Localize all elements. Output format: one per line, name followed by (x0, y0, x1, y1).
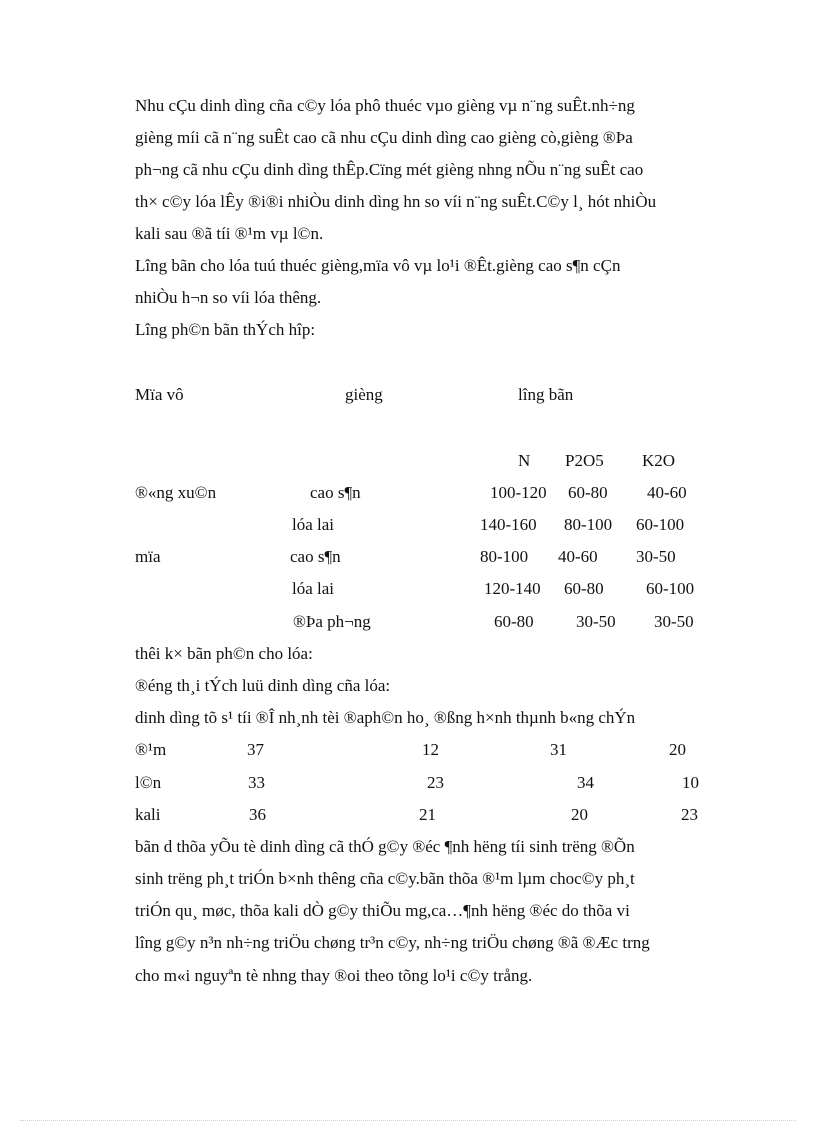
table-cell-value: 31 (550, 740, 567, 759)
table-cell-nutrient: l©n (135, 773, 162, 792)
table-header-amount: lîng bãn (518, 385, 574, 404)
text-line: ph¬ng cã nhu cÇu dinh dìng thÊp.Cïng mét gièng nhng nÕu n¨ng suÊt cao (135, 160, 644, 179)
text-line: Lîng bãn cho lóa tuú thuéc gièng,mïa vô vµ lo¹i ®Êt.gièng cao s¶n cÇn (135, 256, 621, 275)
table-cell-value: 36 (249, 805, 266, 824)
table-cell-value: 23 (427, 773, 444, 792)
table-cell-k2o: 30-50 (654, 612, 694, 631)
table-cell-k2o: 60-100 (646, 579, 695, 598)
text-line: triÓn qu¸ møc, thõa kali dÒ g©y thiÕu mg,ca…¶nh hëng ®éc do thõa vi (135, 901, 630, 920)
section-title-timing: thêi k× bãn ph©n cho lóa: (135, 644, 313, 663)
table-cell-n: 60-80 (494, 612, 534, 631)
table-subheader-n: N (518, 451, 531, 470)
text-line: th× c©y lóa lÊy ®i®i nhiÒu dinh dìng hn so víi n¨ng suÊt.C©y l¸ hót nhiÒu (135, 192, 657, 211)
text-line: Lîng ph©n bãn thÝch hîp: (135, 320, 316, 339)
text-line: Nhu cÇu dinh dìng cña c©y lóa phô thuéc vµo gièng vµ n¨ng suÊt.nh÷ng (135, 96, 635, 115)
table-cell-k2o: 60-100 (636, 515, 685, 534)
table-cell-k2o: 40-60 (647, 483, 687, 502)
table-cell-nutrient: ®¹m (135, 740, 167, 759)
table-cell-value: 20 (669, 740, 686, 759)
table-cell-p2o5: 80-100 (564, 515, 613, 534)
text-line: cho m«i nguyªn tè nhng thay ®oi theo tõng lo¹i c©y trång. (135, 966, 533, 985)
table-cell-value: 23 (681, 805, 698, 824)
table-header-row: dinh dìng tõ s¹ tíi ®Î nh¸nh tèi ®aph©n ho¸ ®ßng h×nh thµnh b«ng chÝn (135, 708, 636, 727)
table-cell-variety: cao s¶n (290, 547, 341, 566)
table-cell-value: 10 (682, 773, 699, 792)
text-line: sinh trëng ph¸t triÓn b×nh thêng cña c©y.bãn thõa ®¹m lµm choc©y ph¸t (135, 869, 635, 888)
table-cell-p2o5: 60-80 (568, 483, 608, 502)
table-cell-n: 120-140 (484, 579, 541, 598)
table-header-season: Mïa vô (135, 385, 184, 404)
table-cell-value: 20 (571, 805, 588, 824)
table-subheader-p2o5: P2O5 (565, 451, 604, 470)
table-cell-variety: ®Þa ph¬ng (293, 612, 371, 631)
table-cell-value: 21 (419, 805, 436, 824)
table-cell-nutrient: kali (135, 805, 161, 824)
table-cell-n: 140-160 (480, 515, 537, 534)
table-cell-season: ®«ng xu©n (135, 483, 217, 502)
table-cell-n: 100-120 (490, 483, 547, 502)
table-subheader-k2o: K2O (642, 451, 676, 470)
text-line: nhiÒu h¬n so víi lóa thêng. (135, 288, 322, 307)
text-line: lîng g©y n³n nh÷ng triÖu chøng tr³n c©y, nh÷ng triÖu chøng ®ã ®Æc trng (135, 933, 650, 952)
table-cell-variety: cao s¶n (310, 483, 361, 502)
table-cell-value: 37 (247, 740, 264, 759)
table-cell-value: 33 (248, 773, 265, 792)
table-cell-k2o: 30-50 (636, 547, 676, 566)
table-cell-value: 34 (577, 773, 594, 792)
table-header-variety: gièng (345, 385, 383, 404)
table-cell-value: 12 (422, 740, 439, 759)
table-cell-p2o5: 30-50 (576, 612, 616, 631)
table-cell-variety: lóa lai (292, 515, 335, 534)
text-line: gièng míi cã n¨ng suÊt cao cã nhu cÇu dinh dìng cao gièng cò,gièng ®Þa (135, 128, 633, 147)
table-cell-p2o5: 40-60 (558, 547, 598, 566)
section-title-absorption: ®éng th¸i tÝch luü dinh dìng cña lóa: (135, 676, 391, 695)
table-cell-n: 80-100 (480, 547, 529, 566)
page-bottom-rule (20, 1120, 796, 1121)
table-cell-variety: lóa lai (292, 579, 335, 598)
table-cell-p2o5: 60-80 (564, 579, 604, 598)
text-line: kali sau ®ã tíi ®¹m vµ l©n. (135, 224, 324, 243)
text-line: bãn d thõa yÕu tè dinh dìng cã thÓ g©y ®éc ¶nh hëng tíi sinh trëng ®Õn (135, 837, 635, 856)
table-cell-season: mïa (135, 547, 161, 566)
